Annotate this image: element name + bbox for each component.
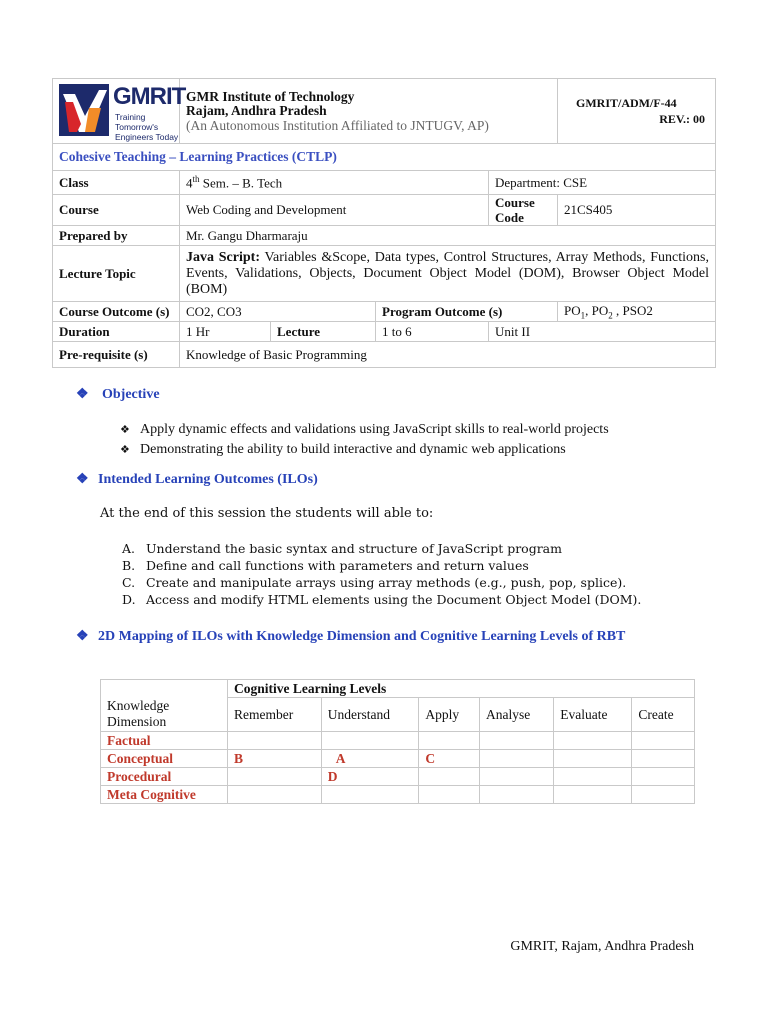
logo-cell — [53, 79, 186, 144]
row-label: Procedural — [101, 768, 228, 786]
lecture-value: 1 to 6 — [376, 322, 489, 342]
po-value: $PO_1$, $PO_2$ , PSO2 — [558, 302, 716, 322]
levels-title: Cognitive Learning Levels — [228, 680, 695, 698]
form-code-cell — [558, 79, 716, 144]
row-label: Conceptual — [101, 750, 228, 768]
course-info-table — [52, 78, 716, 368]
ilo-list — [122, 540, 641, 608]
topic-lead: Java Script: — [186, 249, 260, 265]
duration-value: 1 Hr — [180, 322, 271, 342]
form-code: GMRIT/ADM/F-44 — [576, 96, 677, 110]
prereq-value: Knowledge of Basic Programming — [180, 342, 716, 368]
rbt-mapping-table — [100, 679, 695, 804]
course-label: Course — [53, 195, 180, 226]
mapping-heading: ❖ 2D Mapping of ILOs with Knowledge Dimension and Cognitive Learning Levels of RBT — [76, 629, 626, 644]
table-row — [101, 732, 695, 750]
list-item: D. Access and modify HTML elements using the Document Object Model (DOM). — [122, 592, 642, 607]
course-code-label: Course Code — [489, 195, 558, 226]
prepared-label: Prepared by — [53, 226, 180, 246]
col-header: Apply — [419, 698, 480, 732]
topic-text: Variables &Scope, Data types, Control Structures, Array Methods, Functions, Events, Validations, Objects, Document Object Model (DOM), Browser Object Model (BOM) — [186, 249, 709, 297]
prepared-value: Mr. Gangu Dharmaraju — [180, 226, 716, 246]
objective-heading: ❖ Objective — [76, 387, 160, 402]
co-label: Course Outcome (s) — [53, 302, 180, 322]
ctlp-title: Cohesive Teaching – Learning Practices (CTLP) — [53, 144, 716, 171]
page-footer: GMRIT, Rajam, Andhra Pradesh — [510, 939, 694, 954]
class-label: Class — [53, 171, 180, 195]
duration-label: Duration — [53, 322, 180, 342]
list-item: B. Define and call functions with parameters and return values — [122, 558, 529, 573]
lecture-label: Lecture — [271, 322, 376, 342]
prereq-label: Pre-requisite (s) — [53, 342, 180, 368]
logo-wordmark: GMRIT — [113, 83, 186, 110]
logo-tagline: Training Tomorrow's Engineers Today — [115, 112, 179, 142]
institute-name: GMR Institute of Technology — [186, 88, 355, 104]
department: Department: CSE — [489, 171, 716, 195]
diamond-bullet-icon: ❖ — [76, 472, 89, 487]
diamond-bullet-icon: ❖ — [120, 444, 130, 456]
logo-mark-icon — [59, 84, 109, 136]
col-header: Create — [632, 698, 695, 732]
diamond-bullet-icon: ❖ — [76, 387, 89, 402]
course-value: Web Coding and Development — [180, 195, 489, 226]
col-header: Evaluate — [554, 698, 632, 732]
table-row: Procedural D — [101, 768, 695, 786]
knowledge-header: Knowledge Dimension — [101, 698, 228, 732]
list-item: A. Understand the basic syntax and structure of JavaScript program — [122, 541, 562, 556]
institute-location: Rajam, Andhra Pradesh — [186, 102, 327, 118]
gmrit-logo — [53, 79, 186, 143]
po-label: Program Outcome (s) — [376, 302, 558, 322]
diamond-bullet-icon: ❖ — [76, 629, 89, 644]
col-header: Understand — [321, 698, 419, 732]
institute-cell — [180, 79, 558, 144]
objective-list — [120, 420, 609, 460]
table-row — [101, 786, 695, 804]
table-row: Conceptual B A C — [101, 750, 695, 768]
ilo-heading: ❖ Intended Learning Outcomes (ILOs) — [76, 472, 318, 487]
topic-value — [180, 246, 716, 302]
institute-affiliation: (An Autonomous Institution Affiliated to JNTUGV, AP) — [186, 117, 489, 133]
ilo-intro: At the end of this session the students will able to: — [100, 506, 434, 521]
class-value: 4th Sem. – B. Tech — [180, 171, 489, 195]
topic-label: Lecture Topic — [53, 246, 180, 302]
list-item: ❖ Apply dynamic effects and validations using JavaScript skills to real-world projects — [120, 420, 609, 440]
list-item: C. Create and manipulate arrays using array methods (e.g., push, pop, splice). — [122, 575, 627, 590]
unit-value: Unit II — [489, 322, 716, 342]
revision: REV.: 00 — [659, 112, 705, 126]
col-header: Analyse — [479, 698, 553, 732]
row-label: Factual — [101, 732, 228, 750]
list-item: ❖ Demonstrating the ability to build interactive and dynamic web applications — [120, 440, 609, 460]
col-header: Remember — [228, 698, 322, 732]
course-code-value: 21CS405 — [558, 195, 716, 226]
row-label: Meta Cognitive — [101, 786, 228, 804]
co-value: CO2, CO3 — [180, 302, 376, 322]
diamond-bullet-icon: ❖ — [120, 424, 130, 436]
